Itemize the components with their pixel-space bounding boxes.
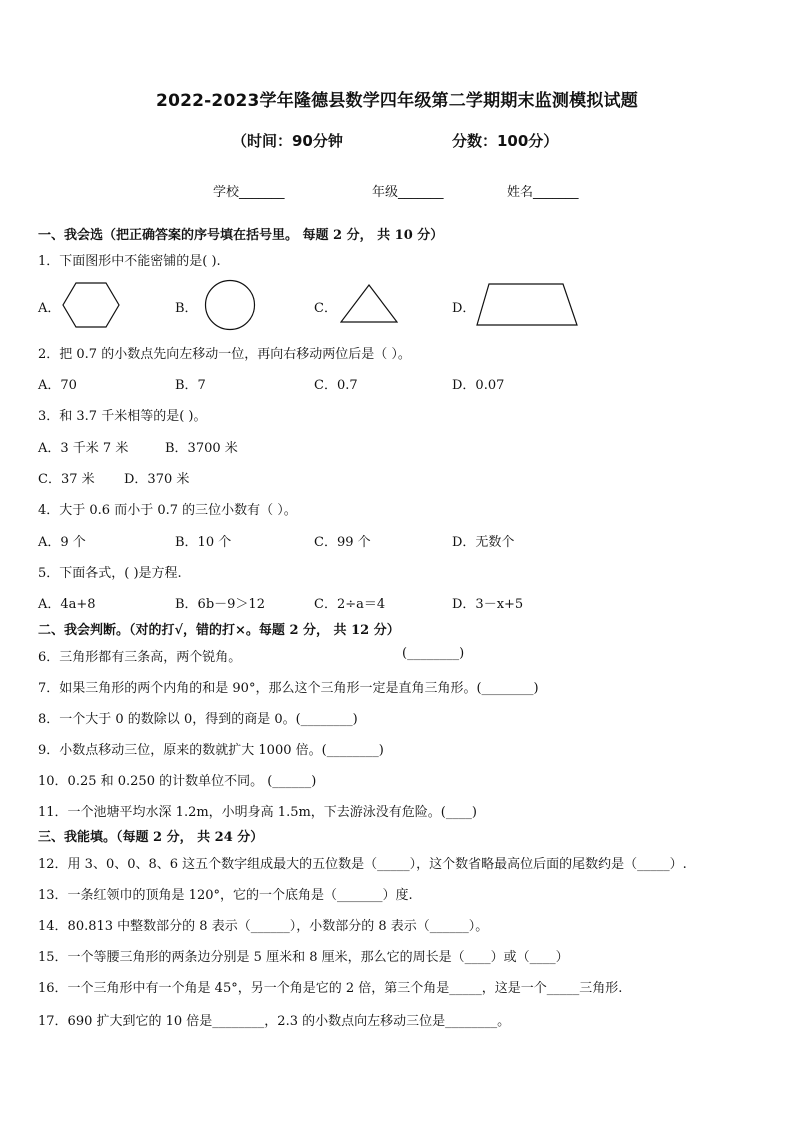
q3-option-a[interactable]: A．3 千米 7 米 [38, 441, 129, 456]
q1-option-b[interactable]: B． [175, 301, 198, 316]
section-choice-heading: 一、我会选（把正确答案的序号填在括号里。 每题 2 分， 共 10 分） [38, 228, 444, 243]
question-16: 16．一个三角形中有一个角是 45°，另一个角是它的 2 倍，第三个角是_____，这是一个_____三角形. [38, 981, 623, 996]
q4-option-b[interactable]: B．10 个 [175, 535, 232, 550]
trapezoid-icon [475, 280, 579, 328]
exam-time: （时间：90分钟 [232, 132, 343, 150]
question-11: 11．一个池塘平均水深 1.2m，小明身高 1.5m，下去游泳没有危险。(____) [38, 805, 477, 820]
question-1: 1．下面图形中不能密铺的是( ). [38, 254, 221, 269]
exam-score: 分数：100分） [452, 132, 559, 150]
q2-option-a[interactable]: A．70 [38, 378, 77, 393]
q2-option-c[interactable]: C．0.7 [314, 378, 358, 393]
triangle-icon [340, 284, 398, 324]
q4-option-d[interactable]: D．无数个 [452, 535, 515, 550]
question-14: 14．80.813 中整数部分的 8 表示（______），小数部分的 8 表示（______）。 [38, 919, 489, 934]
hexagon-icon [62, 282, 120, 328]
question-13: 13．一条红领巾的顶角是 120°，它的一个底角是（_______）度. [38, 888, 413, 903]
school-field[interactable]: 学校_______ [213, 185, 285, 200]
question-9: 9．小数点移动三位，原来的数就扩大 1000 倍。(________) [38, 743, 384, 758]
q5-option-c[interactable]: C．2÷a＝4 [314, 597, 386, 612]
q3-option-b[interactable]: B．3700 米 [165, 441, 238, 456]
question-10: 10．0.25 和 0.250 的计数单位不同。 (______) [38, 774, 317, 789]
question-4: 4．大于 0.6 而小于 0.7 的三位小数有（ ）。 [38, 503, 297, 518]
q1-option-c[interactable]: C． [314, 301, 337, 316]
q1-option-a[interactable]: A． [38, 301, 61, 316]
question-6-blank[interactable]: (________) [402, 646, 465, 661]
q1-option-d[interactable]: D． [452, 301, 476, 316]
question-7: 7．如果三角形的两个内角的和是 90°，那么这个三角形一定是直角三角形。(________) [38, 681, 539, 696]
question-6: 6．三角形都有三条高，两个锐角。 [38, 650, 242, 665]
q3-option-c[interactable]: C．37 米 [38, 472, 95, 487]
circle-icon [204, 279, 256, 331]
q2-option-b[interactable]: B．7 [175, 378, 206, 393]
name-field[interactable]: 姓名_______ [507, 185, 579, 200]
q2-option-d[interactable]: D．0.07 [452, 378, 505, 393]
q5-option-b[interactable]: B．6b－9＞12 [175, 597, 265, 612]
section-judge-heading: 二、我会判断。（对的打√，错的打×。每题 2 分， 共 12 分） [38, 623, 400, 638]
question-12: 12．用 3、0、0、8、6 这五个数字组成最大的五位数是（_____），这个数省略最高位后面的尾数约是（_____）. [38, 857, 687, 872]
page-title: 2022-2023学年隆德县数学四年级第二学期期末监测模拟试题 [156, 91, 638, 111]
grade-field[interactable]: 年级_______ [372, 185, 444, 200]
q5-option-d[interactable]: D．3－x+5 [452, 597, 524, 612]
question-5: 5．下面各式，( )是方程. [38, 566, 182, 581]
question-17: 17．690 扩大到它的 10 倍是________，2.3 的小数点向左移动三位是________。 [38, 1014, 511, 1029]
question-3: 3．和 3.7 千米相等的是( )。 [38, 409, 207, 424]
q5-option-a[interactable]: A．4a+8 [38, 597, 96, 612]
q4-option-c[interactable]: C．99 个 [314, 535, 371, 550]
question-15: 15．一个等腰三角形的两条边分别是 5 厘米和 8 厘米，那么它的周长是（____）或（____） [38, 950, 569, 965]
q4-option-a[interactable]: A．9 个 [38, 535, 86, 550]
question-2: 2．把 0.7 的小数点先向左移动一位，再向右移动两位后是（ ）。 [38, 347, 411, 362]
section-fill-heading: 三、我能填。（每题 2 分， 共 24 分） [38, 830, 264, 845]
question-8: 8．一个大于 0 的数除以 0，得到的商是 0。(________) [38, 712, 358, 727]
q3-option-d[interactable]: D．370 米 [124, 472, 190, 487]
